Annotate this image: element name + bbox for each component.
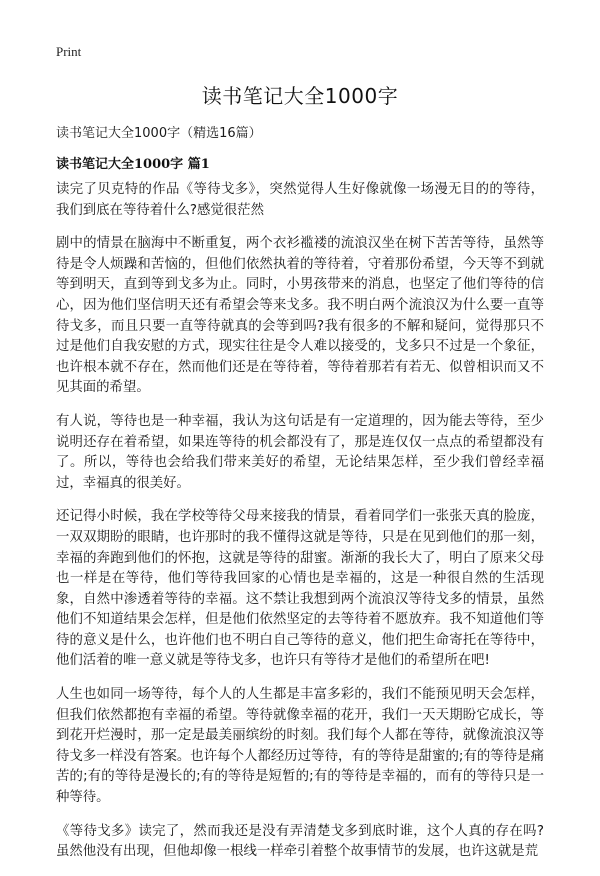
print-link[interactable]: Print — [56, 44, 82, 59]
section-heading: 读书笔记大全1000字 篇1 — [56, 157, 210, 172]
document-subtitle: 读书笔记大全1000字（精选16篇） — [56, 126, 262, 141]
paragraph-3: 有人说，等待也是一种幸福，我认为这句话是有一定道理的，因为能去等待，至少说明还存在着希望，如果连等待的机会都没有了，那是连仅仅一点点的希望都没有了。所以，等待也会给我们带来美好的希望，无论结果怎样，至少我们曾经幸福过，幸福真的很美好。 — [56, 413, 544, 491]
paragraph-1: 读完了贝克特的作品《等待戈多》，突然觉得人生好像就像一场漫无目的的等待，我们到底在等待着什么?感觉很茫然 — [56, 182, 544, 218]
document-title: 读书笔记大全1000字 — [201, 84, 399, 108]
paragraph-2: 剧中的情景在脑海中不断重复，两个衣衫褴褛的流浪汉坐在树下苦苦等待，虽然等待是令人烦躁和苦恼的，但他们依然执着的等待着，守着那份希望，今天等不到就等到明天，直到等到戈多为止。同时，小男孩带来的消息，也坚定了他们等待的信心，因为他们坚信明天还有希望会等来戈多。我不明白两个流浪汉为什么要一直等待戈多，而且只要一直等待就真的会等到吗?我有很多的不解和疑问，觉得那只不过是他们自我安慰的方式，现实往往是令人难以接受的，戈多只不过是一个象征，也许根本就不存在，然而他们还是在等待着，等待着那若有若无、似曾相识而又不见其面的希望。 — [56, 236, 544, 396]
paragraph-5: 人生也如同一场等待，每个人的人生都是丰富多彩的，我们不能预见明天会怎样，但我们依然都抱有幸福的希望。等待就像幸福的花开，我们一天天期盼它成长，等到花开烂漫时，那一定是最美丽缤纷的时刻。我们每个人都在等待，就像流浪汉等待戈多一样没有答案。也许每个人都经历过等待，有的等待是甜蜜的;有的等待是痛苦的;有的等待是漫长的;有的等待是短暂的;有的等待是幸福的，而有的等待只是一种等待。 — [56, 687, 544, 806]
paragraph-6: 《等待戈多》读完了，然而我还是没有弄清楚戈多到底时谁，这个人真的存在吗?虽然他没有出现，但他却像一根线一样牵引着整个故事情节的发展，也许这就是荒 — [56, 823, 544, 860]
paragraph-4: 还记得小时候，我在学校等待父母来接我的情景，看着同学们一张张天真的脸庞，一双双期盼的眼睛，也许那时的我不懂得这就是等待，只是在见到他们的那一刻，幸福的奔跑到他们的怀抱，这就是等待的甜蜜。渐渐的我长大了，明白了原来父母也一样是在等待，他们等待我回家的心情也是幸福的，这是一种很自然的生活现象，自然中渗透着等待的幸福。这不禁让我想到两个流浪汉等待戈多的情景，虽然他们不知道结果会怎样，但是他们依然坚定的去等待着不愿放弃。我不知道他们等待的意义是什么，也许他们也不明白自己等待的意义，他们把生命寄托在等待中，他们活着的唯一意义就是等待戈多，也许只有等待才是他们的希望所在吧! — [56, 509, 544, 669]
article-body — [56, 180, 544, 876]
